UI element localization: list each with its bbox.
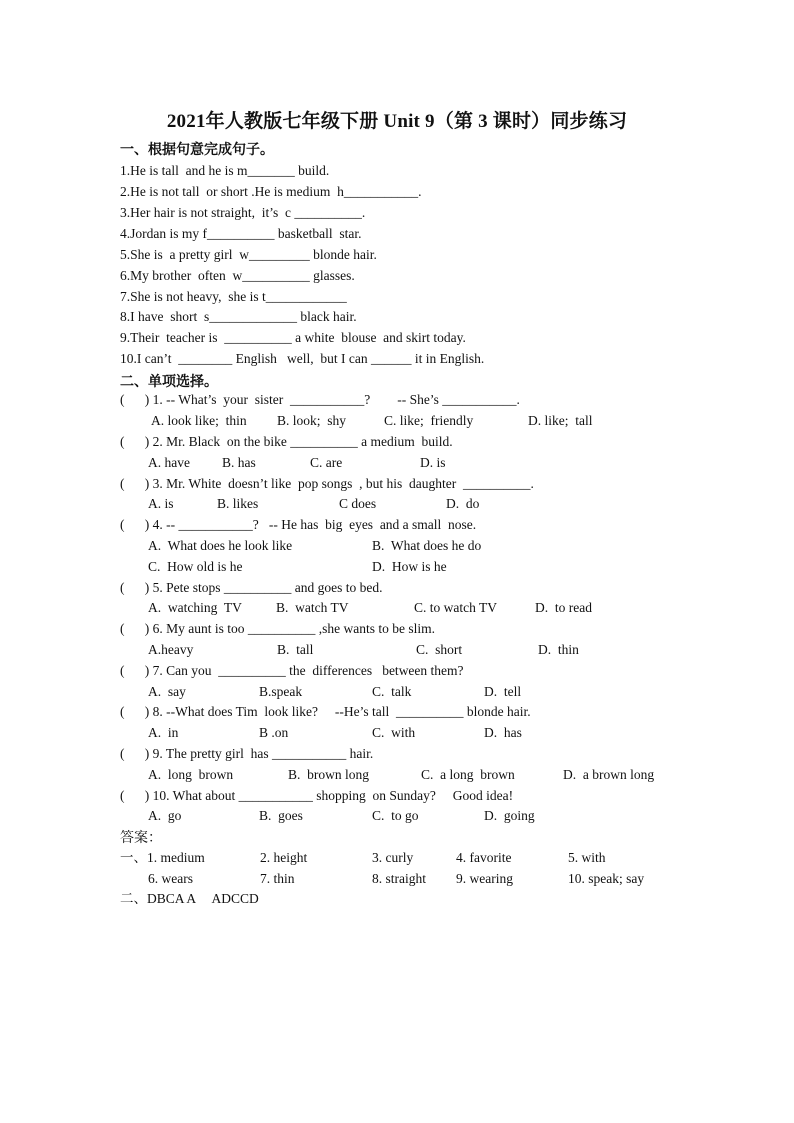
option: D. to read (535, 600, 592, 615)
option: D. do (446, 496, 480, 511)
option: B. tall (277, 642, 314, 657)
option: A.heavy (148, 642, 194, 657)
answer-item: 10. speak; say (568, 871, 645, 886)
option: A. have (148, 455, 190, 470)
fill-item: 1.He is tall and he is m_______ build. (120, 163, 330, 178)
option: B. has (222, 455, 256, 470)
question-stem: ( ) 7. Can you __________ the differences between them? (120, 663, 464, 678)
question-stem: ( ) 3. Mr. White doesn’t like pop songs , but his daughter __________. (120, 476, 534, 491)
answer-item: 8. straight (372, 871, 426, 886)
fill-item: 6.My brother often w__________ glasses. (120, 268, 355, 283)
option: C. a long brown (421, 767, 515, 782)
option: D. going (484, 808, 535, 823)
option: A. What does he look like (148, 538, 293, 553)
answer-item: 7. thin (260, 871, 295, 886)
option: B. likes (217, 496, 259, 511)
option: A. say (148, 684, 186, 699)
option: B. goes (259, 808, 303, 823)
option: D. has (484, 725, 522, 740)
question-stem: ( ) 4. -- ___________? -- He has big eyes and a small nose. (120, 517, 477, 532)
fill-item: 9.Their teacher is __________ a white blouse and skirt today. (120, 330, 466, 345)
fill-item: 4.Jordan is my f__________ basketball star. (120, 226, 362, 241)
option: B. brown long (288, 767, 369, 782)
question-stem: ( ) 6. My aunt is too __________ ,she wants to be slim. (120, 621, 435, 636)
question-stem: ( ) 9. The pretty girl has ___________ hair. (120, 746, 374, 761)
question-stem: ( ) 5. Pete stops __________ and goes to bed. (120, 580, 383, 595)
option: C does (339, 496, 377, 511)
option: B. watch TV (276, 600, 349, 615)
option: A. go (148, 808, 182, 823)
option: A. look like; thin (151, 413, 247, 428)
option: C. talk (372, 684, 412, 699)
option: C. with (372, 725, 416, 740)
option: A. watching TV (148, 600, 242, 615)
option: C. short (416, 642, 463, 657)
answer-item: 9. wearing (456, 871, 513, 886)
option: D. tell (484, 684, 522, 699)
section1-heading: 一、根据句意完成句子。 (120, 143, 274, 158)
option: C. are (310, 455, 343, 470)
page-title: 2021年人教版七年级下册 Unit 9（第 3 课时）同步练习 (166, 111, 628, 132)
option: D. How is he (372, 559, 447, 574)
answer-item: 5. with (568, 850, 606, 865)
option: A. long brown (148, 767, 234, 782)
question-stem: ( ) 8. --What does Tim look like? --He’s tall __________ blonde hair. (120, 704, 531, 719)
option: C. to go (372, 808, 419, 823)
fill-item: 2.He is not tall or short .He is medium h___________. (120, 184, 422, 199)
fill-item: 7.She is not heavy, she is t____________ (120, 289, 347, 304)
option: D. like; tall (528, 413, 593, 428)
option: B. What does he do (372, 538, 482, 553)
option: B. look; shy (277, 413, 347, 428)
fill-item: 8.I have short s_____________ black hair. (120, 309, 357, 324)
option: B .on (259, 725, 289, 740)
option: D. thin (538, 642, 579, 657)
answer-item: 一、1. medium (120, 850, 205, 865)
option: C. How old is he (148, 559, 243, 574)
option: A. in (148, 725, 179, 740)
answer-item: 2. height (260, 850, 308, 865)
option: C. to watch TV (414, 600, 497, 615)
question-stem: ( ) 10. What about ___________ shopping on Sunday? Good idea! (120, 788, 514, 803)
section2-heading: 二、单项选择。 (120, 375, 218, 390)
answers-heading: 答案： (120, 831, 162, 846)
answer-item: 二、DBCA A ADCCD (120, 891, 259, 906)
fill-item: 3.Her hair is not straight, it’s c __________. (120, 205, 366, 220)
question-stem: ( ) 1. -- What’s your sister ___________? -- She’s ___________. (120, 392, 520, 407)
option: D. is (420, 455, 446, 470)
answer-item: 4. favorite (456, 850, 512, 865)
question-stem: ( ) 2. Mr. Black on the bike __________ a medium build. (120, 434, 453, 449)
option: A. is (148, 496, 174, 511)
fill-item: 10.I can’t ________ English well, but I can ______ it in English. (120, 351, 485, 366)
option: B.speak (259, 684, 303, 699)
fill-item: 5.She is a pretty girl w_________ blonde hair. (120, 247, 377, 262)
answer-item: 6. wears (148, 871, 193, 886)
answer-item: 3. curly (372, 850, 414, 865)
option: D. a brown long (563, 767, 655, 782)
option: C. like; friendly (384, 413, 474, 428)
